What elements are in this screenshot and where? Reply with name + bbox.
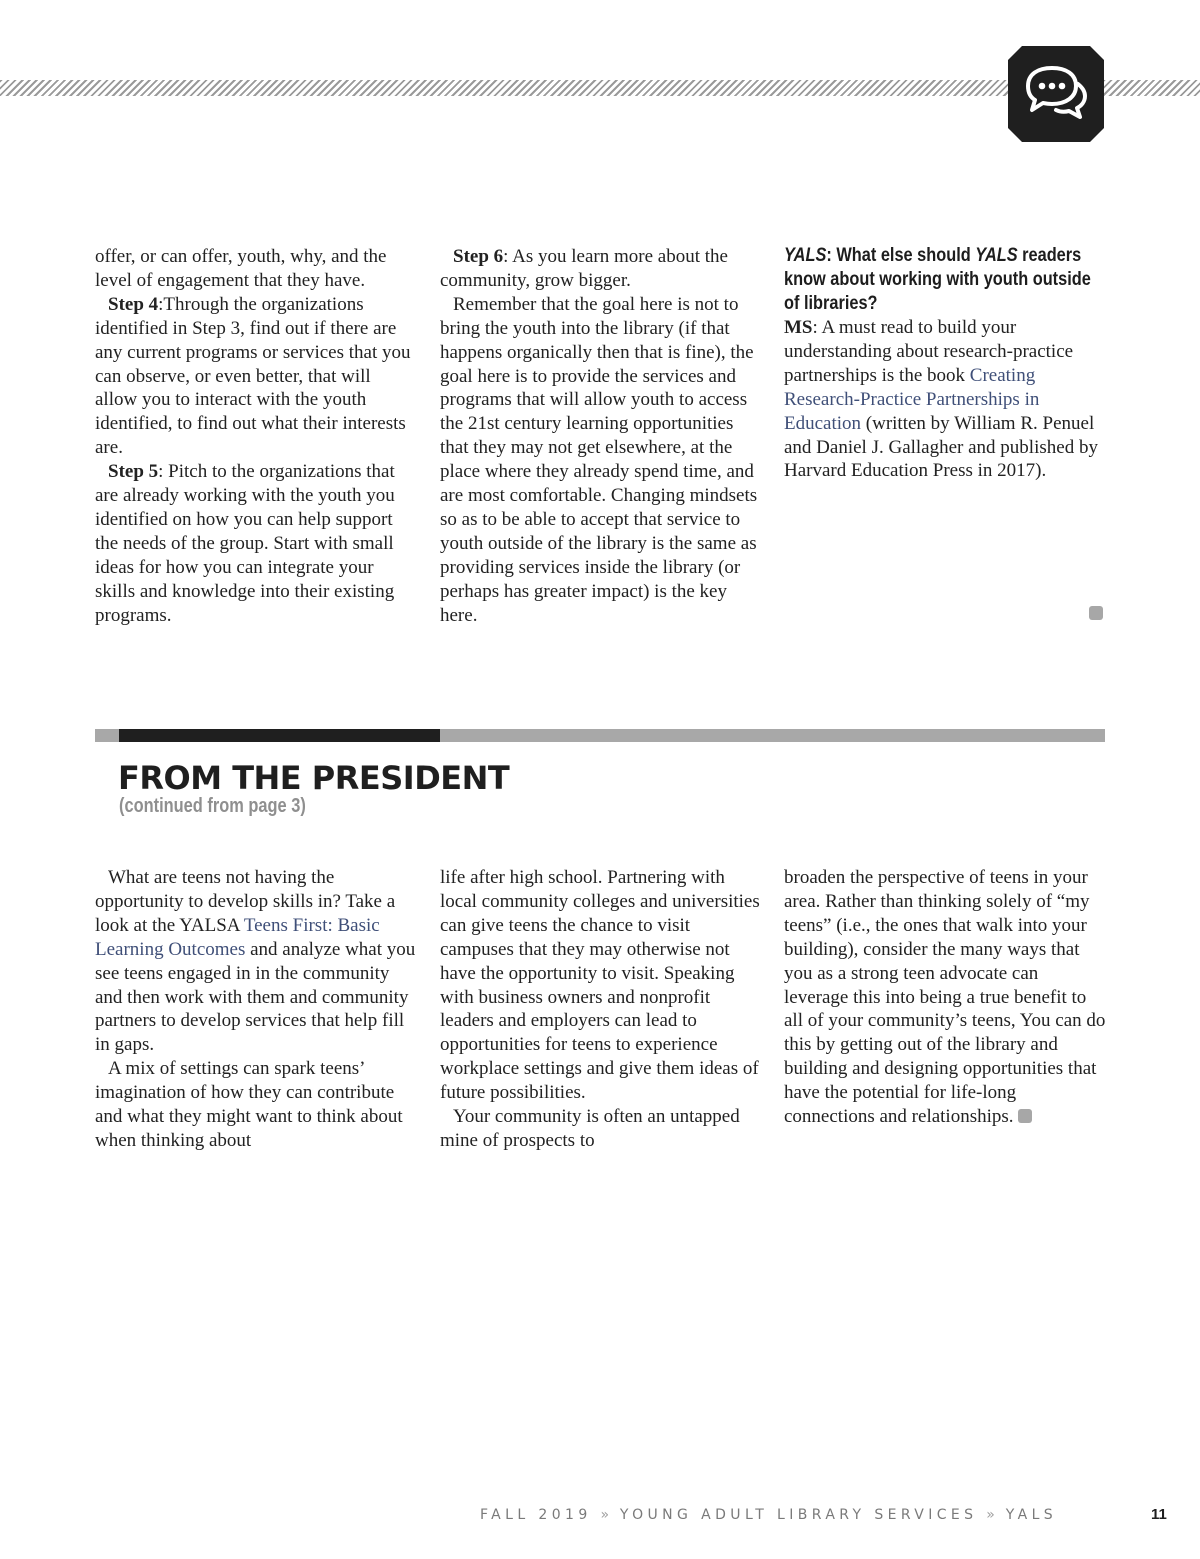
step5-text: : Pitch to the organizations that are already working with the youth you identified on how you can help support the needs of the group. Start with small ideas for how you can integrate your skills and knowledge into their existing programs. xyxy=(95,461,395,626)
top-column-1 xyxy=(95,245,417,628)
teens-first-link[interactable]: Teens First: Basic Learning Outcomes xyxy=(95,914,380,960)
end-of-article-mark xyxy=(1089,606,1103,620)
footer-short-title: YALS xyxy=(1005,1507,1058,1523)
top-column-3 xyxy=(784,244,1106,483)
step6-text: : As you learn more about the community, grow bigger. xyxy=(440,246,728,291)
footer-separator: » xyxy=(986,1507,997,1523)
interview-answer xyxy=(784,316,1106,483)
interview-question xyxy=(784,244,1106,316)
step6-label: Step 6 xyxy=(453,246,504,267)
section-subtitle: (continued from page 3) xyxy=(119,795,306,817)
step6-paragraph xyxy=(440,245,762,293)
book-link[interactable]: Creating Research-Practice Partnerships in Education xyxy=(784,364,1040,434)
footer-separator: » xyxy=(600,1507,612,1523)
footer-season: FALL 2019 xyxy=(480,1507,592,1523)
chat-bubbles-icon xyxy=(1008,46,1104,142)
footer-publication: YOUNG ADULT LIBRARY SERVICES xyxy=(619,1507,978,1523)
step4-label: Step 4 xyxy=(108,293,159,315)
step4-text: :Through the organizations identified in Step 3, find out if there are any current programs or services that you can observe, or even better, that will allow you to interact with the youth identified, to find out what their interests are. xyxy=(95,293,411,459)
paragraph: Your community is often an untapped mine of prospects to xyxy=(440,1106,740,1151)
paragraph: offer, or can offer, youth, why, and the level of engagement that they have. xyxy=(95,246,387,291)
answer-speaker-label: MS xyxy=(784,317,813,338)
answer-text: : A must read to build your understanding about research-practice partnerships is the book xyxy=(784,317,1074,386)
end-of-article-mark xyxy=(1018,1109,1032,1123)
running-footer xyxy=(480,1507,1057,1523)
paragraph-text: and analyze what you see teens engaged in in the community and then work with them and community partners to develop services that help fill in gaps. xyxy=(95,938,416,1056)
president-column-2 xyxy=(440,866,762,1153)
top-column-2 xyxy=(440,245,762,628)
paragraph: A mix of settings can spark teens’ imagination of how they can contribute and what they might want to think about when thinking about xyxy=(95,1058,403,1151)
step5-paragraph xyxy=(95,460,417,627)
section-title: FROM THE PRESIDENT xyxy=(118,759,510,797)
paragraph-text: broaden the perspective of teens in your area. Rather than thinking solely of “my teens” (i.e., the ones that walk into your building), consider the many ways that you as a strong teen advocate can leverage this into being a true benefit to all of your community’s teens, You can do this by getting out of the library and building and designing opportunities that have the potential for life-long connections and relationships. xyxy=(784,867,1106,1128)
paragraph-text: What are teens not having the opportunity to develop skills in? Take a look at the YALSA xyxy=(95,867,396,936)
question-yals: YALS xyxy=(784,245,827,266)
paragraph xyxy=(784,866,1106,1129)
paragraph: life after high school. Partnering with local community colleges and universities can give teens the chance to visit campuses that they may otherwise not have the opportunity to visit. Speaking with business owners and nonprofit leaders and employers can lead to opportunities for teens to experience workplace settings and give them ideas of future possibilities. xyxy=(440,867,760,1104)
page-number: 11 xyxy=(1151,1506,1167,1523)
president-column-1 xyxy=(95,866,417,1153)
paragraph xyxy=(95,866,417,1057)
answer-text: (written by William R. Penuel and Daniel J. Gallagher and published by Harvard Education Press in 2017). xyxy=(784,412,1098,482)
question-yals: YALS xyxy=(975,245,1018,266)
section-divider-accent xyxy=(119,729,440,742)
question-text: readers know about working with youth outside of libraries? xyxy=(784,245,1091,314)
president-column-3 xyxy=(784,866,1106,1129)
step4-paragraph xyxy=(95,293,417,460)
paragraph: Remember that the goal here is not to bring the youth into the library (if that happens organically then that is fine), the goal here is to provide the services and programs that will allow youth to access the 21st century learning opportunities that they may not get elsewhere, at the place where they already spend time, and are most comfortable. Changing mindsets so as to be able to accept that service to youth outside of the library is the same as providing services inside the library (or perhaps has greater impact) is the key here. xyxy=(440,293,758,626)
question-text: : What else should xyxy=(826,245,976,266)
step5-label: Step 5 xyxy=(108,461,159,483)
